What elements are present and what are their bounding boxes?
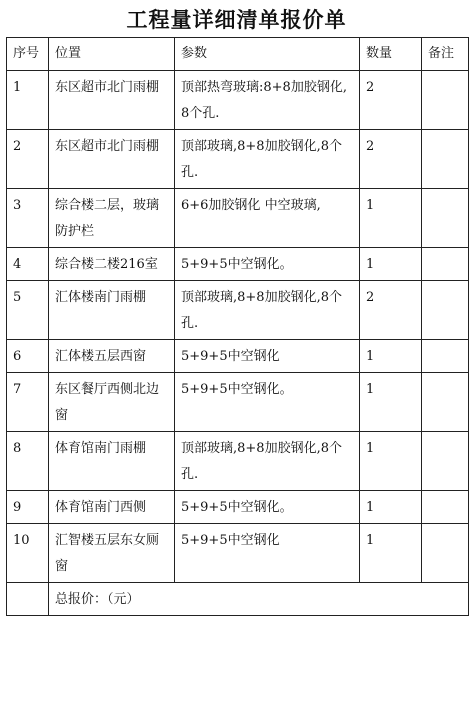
quotation-table (6, 37, 469, 616)
total-empty-cell (7, 583, 49, 616)
cell-no: 1 (7, 71, 49, 130)
cell-spec: 顶部热弯玻璃:8+8加胶钢化,8个孔. (175, 71, 360, 130)
cell-location: 体育馆南门西侧 (49, 491, 175, 524)
cell-spec: 顶部玻璃,8+8加胶钢化,8个孔. (175, 281, 360, 340)
table-row (7, 281, 469, 340)
cell-no: 2 (7, 130, 49, 189)
table-row (7, 130, 469, 189)
cell-note (422, 432, 469, 491)
header-location: 位置 (49, 38, 175, 71)
cell-location: 东区餐厅西侧北边窗 (49, 373, 175, 432)
cell-qty: 1 (360, 491, 422, 524)
total-label: 总报价：（元） (49, 583, 469, 616)
cell-no: 4 (7, 248, 49, 281)
table-row (7, 189, 469, 248)
cell-location: 综合楼二层，玻璃防护栏 (49, 189, 175, 248)
cell-spec: 6+6加胶钢化 中空玻璃, (175, 189, 360, 248)
cell-qty: 1 (360, 248, 422, 281)
cell-no: 7 (7, 373, 49, 432)
table-header-row (7, 38, 469, 71)
table-row (7, 373, 469, 432)
cell-note (422, 491, 469, 524)
cell-location: 汇智楼五层东女厕窗 (49, 524, 175, 583)
table-row (7, 491, 469, 524)
table-row (7, 340, 469, 373)
cell-spec: 5+9+5中空钢化。 (175, 491, 360, 524)
cell-qty: 2 (360, 281, 422, 340)
cell-location: 综合楼二楼216室 (49, 248, 175, 281)
cell-qty: 1 (360, 340, 422, 373)
cell-no: 10 (7, 524, 49, 583)
cell-no: 3 (7, 189, 49, 248)
total-row (7, 583, 469, 616)
cell-qty: 1 (360, 189, 422, 248)
cell-location: 东区超市北门雨棚 (49, 71, 175, 130)
cell-note (422, 71, 469, 130)
cell-qty: 2 (360, 130, 422, 189)
header-note: 备注 (422, 38, 469, 71)
table-row (7, 432, 469, 491)
cell-spec: 5+9+5中空钢化。 (175, 248, 360, 281)
cell-location: 东区超市北门雨棚 (49, 130, 175, 189)
cell-note (422, 248, 469, 281)
table-row (7, 71, 469, 130)
cell-note (422, 524, 469, 583)
cell-qty: 1 (360, 373, 422, 432)
cell-no: 5 (7, 281, 49, 340)
cell-location: 汇体楼五层西窗 (49, 340, 175, 373)
cell-note (422, 340, 469, 373)
cell-note (422, 281, 469, 340)
page-title: 工程量详细清单报价单 (126, 7, 347, 32)
cell-no: 8 (7, 432, 49, 491)
cell-spec: 5+9+5中空钢化 (175, 524, 360, 583)
cell-note (422, 189, 469, 248)
cell-location: 汇体楼南门雨棚 (49, 281, 175, 340)
table-row (7, 524, 469, 583)
cell-no: 9 (7, 491, 49, 524)
cell-spec: 5+9+5中空钢化 (175, 340, 360, 373)
cell-spec: 顶部玻璃,8+8加胶钢化,8个孔. (175, 130, 360, 189)
cell-spec: 顶部玻璃,8+8加胶钢化,8个孔. (175, 432, 360, 491)
cell-note (422, 373, 469, 432)
header-no: 序号 (7, 38, 49, 71)
cell-spec: 5+9+5中空钢化。 (175, 373, 360, 432)
table-row (7, 248, 469, 281)
header-qty: 数量 (360, 38, 422, 71)
cell-qty: 1 (360, 524, 422, 583)
cell-qty: 2 (360, 71, 422, 130)
header-spec: 参数 (175, 38, 360, 71)
cell-no: 6 (7, 340, 49, 373)
cell-qty: 1 (360, 432, 422, 491)
cell-note (422, 130, 469, 189)
cell-location: 体育馆南门雨棚 (49, 432, 175, 491)
